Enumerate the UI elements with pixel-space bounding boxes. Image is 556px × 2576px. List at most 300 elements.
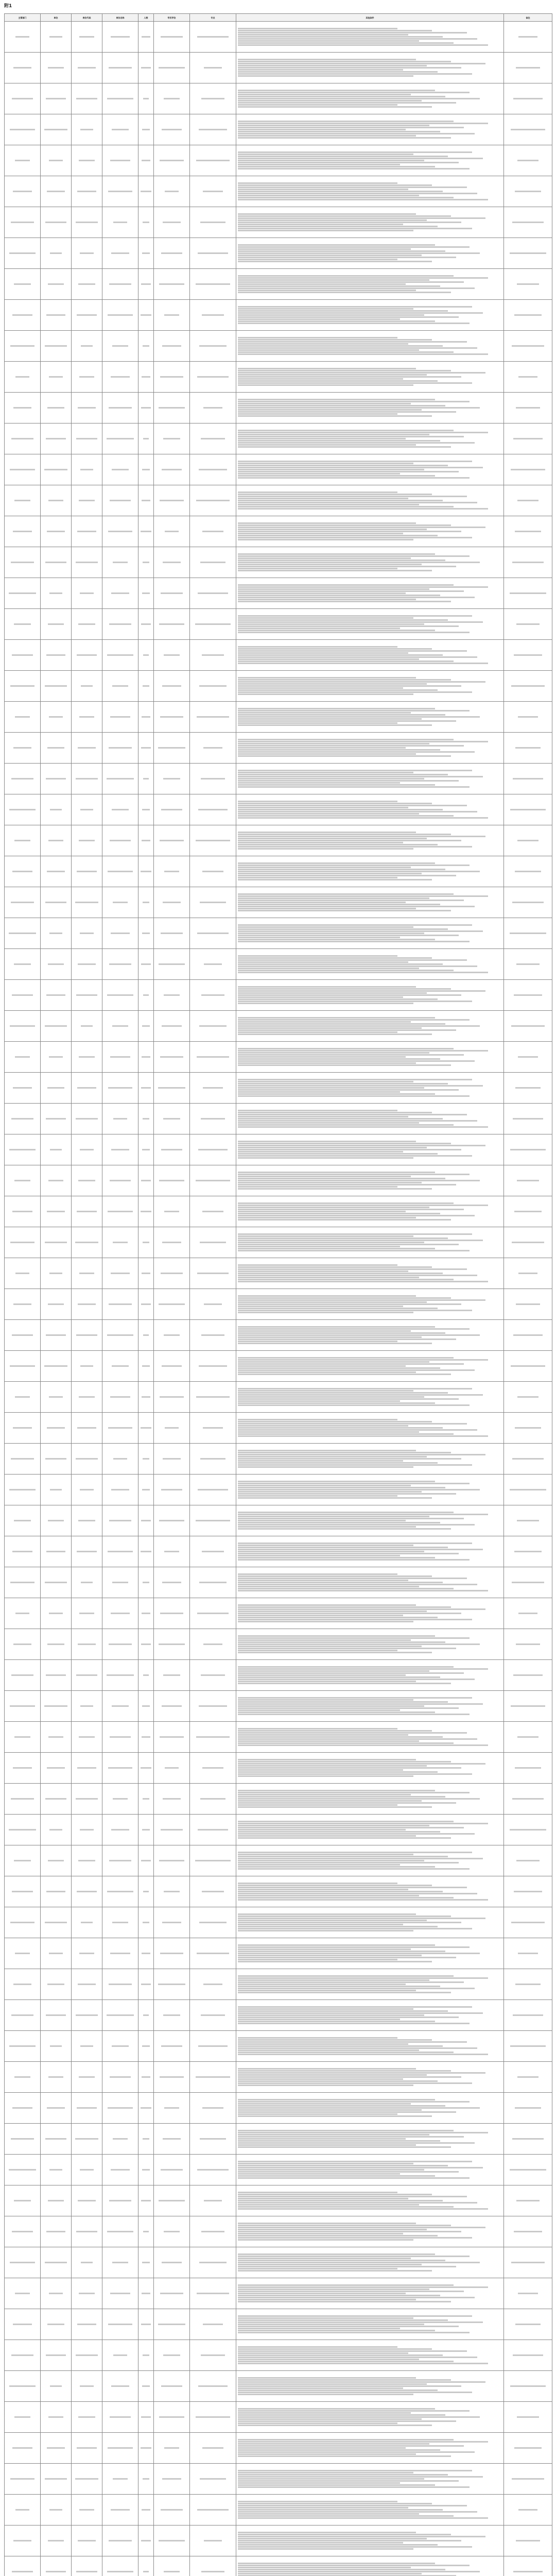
illegible-text-line	[142, 2045, 150, 2047]
table-cell	[41, 1444, 72, 1475]
table-cell	[154, 1969, 190, 2000]
illegible-text-line	[517, 1396, 538, 1398]
illegible-text-line	[238, 2043, 408, 2045]
illegible-text-line	[46, 778, 66, 779]
illegible-text-line	[142, 1613, 150, 1614]
table-row	[5, 1845, 552, 1876]
illegible-text-line	[49, 592, 62, 594]
table-cell	[236, 2062, 504, 2093]
illegible-text-line	[238, 2239, 413, 2241]
illegible-text-line	[238, 2229, 427, 2230]
illegible-text-line	[78, 407, 96, 409]
table-cell	[102, 1691, 138, 1722]
illegible-text-line	[238, 137, 451, 139]
illegible-text-line	[238, 1112, 432, 1113]
table-cell	[72, 331, 102, 362]
illegible-text-line	[238, 1738, 477, 1740]
illegible-text-line	[238, 908, 416, 909]
illegible-text-line	[238, 628, 400, 629]
illegible-text-line	[238, 1398, 459, 1400]
illegible-text-line	[238, 2109, 422, 2111]
table-cell	[138, 454, 154, 485]
illegible-text-line	[80, 933, 94, 934]
illegible-text-line	[238, 869, 445, 870]
illegible-text-line	[48, 963, 64, 965]
illegible-text-line	[238, 2225, 451, 2226]
illegible-text-line	[165, 1427, 179, 1429]
illegible-text-line	[78, 283, 95, 285]
illegible-text-line	[238, 2200, 443, 2201]
table-cell	[41, 1845, 72, 1876]
table-cell	[504, 2464, 552, 2495]
illegible-text-line	[238, 2099, 435, 2100]
table-cell	[138, 1505, 154, 1536]
illegible-text-line	[47, 747, 64, 749]
table-cell	[41, 1104, 72, 1134]
table-cell	[154, 2000, 190, 2031]
illegible-text-line	[513, 1118, 543, 1120]
illegible-text-line	[238, 1648, 456, 1649]
illegible-text-line	[13, 1643, 31, 1645]
illegible-text-line	[238, 743, 429, 744]
illegible-text-line	[238, 2006, 472, 2008]
table-cell	[190, 1444, 236, 1475]
table-cell	[154, 887, 190, 918]
illegible-text-line	[238, 2286, 488, 2288]
illegible-text-line	[238, 1481, 435, 1482]
illegible-text-line	[76, 2571, 97, 2572]
illegible-text-line	[238, 1641, 445, 1643]
table-row	[5, 300, 552, 331]
table-cell	[138, 1444, 154, 1475]
illegible-text-line	[238, 2233, 403, 2234]
illegible-text-line	[107, 1891, 133, 1892]
illegible-text-line	[238, 32, 467, 33]
illegible-text-line	[238, 1992, 451, 1993]
illegible-text-line	[238, 1951, 445, 1952]
illegible-text-line	[141, 1643, 151, 1645]
illegible-text-line	[107, 778, 134, 779]
illegible-text-line	[50, 2045, 62, 2047]
illegible-text-line	[238, 69, 403, 71]
illegible-text-line	[238, 992, 427, 994]
table-cell	[102, 1660, 138, 1691]
table-cell	[102, 454, 138, 485]
table-cell	[236, 2155, 504, 2185]
illegible-text-line	[143, 2138, 149, 2140]
illegible-text-line	[518, 36, 537, 38]
illegible-text-line	[76, 1118, 98, 1120]
illegible-text-line	[238, 1174, 470, 1175]
illegible-text-line	[143, 222, 149, 223]
illegible-text-line	[238, 399, 435, 400]
table-row	[5, 2000, 552, 2031]
illegible-text-line	[49, 2169, 62, 2171]
illegible-text-line	[203, 747, 222, 749]
table-cell	[72, 1629, 102, 1660]
table-cell	[504, 1042, 552, 1073]
illegible-text-line	[201, 98, 224, 99]
table-cell	[154, 1629, 190, 1660]
illegible-text-line	[238, 1930, 413, 1931]
illegible-text-line	[238, 939, 435, 940]
illegible-text-line	[238, 380, 438, 382]
illegible-text-line	[204, 963, 222, 965]
table-cell	[72, 2093, 102, 2124]
illegible-text-line	[238, 1697, 472, 1699]
illegible-text-line	[46, 1551, 65, 1552]
table-cell	[154, 1907, 190, 1938]
illegible-text-line	[110, 1056, 130, 1058]
table-cell	[41, 764, 72, 794]
illegible-text-line	[238, 1545, 413, 1546]
illegible-text-line	[513, 1674, 543, 1676]
illegible-text-line	[238, 1464, 472, 1466]
table-cell	[504, 794, 552, 825]
illegible-text-line	[517, 2076, 539, 2078]
illegible-text-line	[238, 1056, 406, 1058]
table-cell	[138, 980, 154, 1011]
illegible-text-line	[238, 2130, 454, 2131]
illegible-text-line	[238, 1031, 397, 1033]
illegible-text-line	[49, 933, 62, 934]
illegible-text-line	[238, 1852, 472, 1853]
table-row	[5, 2062, 552, 2093]
table-cell	[41, 2278, 72, 2309]
illegible-text-line	[11, 222, 33, 223]
table-cell	[190, 2185, 236, 2216]
illegible-text-line	[141, 747, 151, 749]
illegible-text-line	[158, 1087, 185, 1089]
illegible-text-line	[111, 1613, 130, 1614]
table-cell	[72, 1691, 102, 1722]
illegible-text-line	[14, 1520, 30, 1521]
table-row	[5, 1351, 552, 1382]
table-cell	[41, 1691, 72, 1722]
illegible-text-line	[238, 75, 413, 77]
table-cell	[102, 856, 138, 887]
table-cell	[236, 578, 504, 609]
illegible-text-line	[238, 384, 413, 386]
illegible-text-line	[196, 1520, 231, 1521]
illegible-text-line	[238, 1363, 464, 1365]
illegible-text-line	[238, 413, 397, 415]
table-cell	[504, 2556, 552, 2576]
illegible-text-line	[516, 67, 540, 69]
illegible-text-line	[159, 1860, 185, 1861]
table-cell	[190, 609, 236, 640]
illegible-text-line	[238, 1646, 422, 1647]
illegible-text-line	[238, 73, 472, 75]
table-cell	[236, 1660, 504, 1691]
illegible-text-line	[238, 162, 459, 163]
illegible-text-line	[111, 2385, 129, 2387]
illegible-text-line	[142, 36, 150, 38]
illegible-text-line	[238, 318, 400, 320]
illegible-text-line	[238, 1918, 485, 1919]
illegible-text-line	[108, 314, 133, 316]
table-cell	[5, 1165, 41, 1196]
illegible-text-line	[49, 36, 63, 38]
table-cell	[5, 1815, 41, 1845]
illegible-text-line	[12, 2571, 33, 2572]
illegible-text-line	[238, 1740, 419, 1742]
table-row	[5, 671, 552, 702]
illegible-text-line	[13, 2324, 31, 2325]
illegible-text-line	[238, 1703, 483, 1705]
illegible-text-line	[238, 1089, 459, 1091]
illegible-text-line	[110, 1180, 131, 1181]
table-cell	[154, 671, 190, 702]
illegible-text-line	[238, 1087, 424, 1089]
illegible-text-line	[143, 1891, 149, 1892]
table-cell	[102, 1444, 138, 1475]
illegible-text-line	[238, 924, 472, 926]
table-cell	[154, 980, 190, 1011]
table-cell	[504, 1907, 552, 1938]
table-cell	[236, 22, 504, 53]
illegible-text-line	[80, 592, 94, 594]
illegible-text-line	[238, 658, 419, 660]
table-cell	[5, 145, 41, 176]
illegible-text-line	[510, 252, 546, 254]
table-cell	[5, 1722, 41, 1753]
table-cell	[5, 980, 41, 1011]
illegible-text-line	[161, 933, 183, 934]
table-cell	[41, 1629, 72, 1660]
table-cell	[138, 856, 154, 887]
table-cell	[190, 2000, 236, 2031]
illegible-text-line	[238, 1219, 451, 1221]
table-cell	[72, 2185, 102, 2216]
table-cell	[102, 980, 138, 1011]
table-row	[5, 856, 552, 887]
illegible-text-line	[238, 910, 451, 911]
illegible-text-line	[238, 965, 477, 967]
illegible-text-line	[238, 656, 477, 658]
illegible-text-line	[163, 562, 181, 563]
illegible-text-line	[12, 1551, 33, 1552]
illegible-text-line	[511, 1025, 545, 1027]
illegible-text-line	[161, 2509, 183, 2511]
table-cell	[190, 578, 236, 609]
table-cell	[138, 1598, 154, 1629]
illegible-text-line	[238, 1371, 416, 1373]
table-cell	[236, 1598, 504, 1629]
table-cell	[72, 547, 102, 578]
illegible-text-line	[238, 224, 403, 225]
illegible-text-line	[238, 2105, 445, 2107]
illegible-text-line	[238, 714, 445, 716]
illegible-text-line	[238, 1825, 429, 1826]
table-row	[5, 1784, 552, 1815]
illegible-text-line	[238, 347, 477, 349]
illegible-text-line	[142, 1396, 150, 1398]
illegible-text-line	[44, 129, 67, 130]
illegible-text-line	[200, 222, 225, 223]
table-cell	[102, 1042, 138, 1073]
illegible-text-line	[238, 601, 451, 602]
illegible-text-line	[515, 1087, 541, 1089]
column-header: 岗位代码	[72, 14, 102, 22]
table-cell	[41, 1475, 72, 1505]
illegible-text-line	[238, 2538, 427, 2539]
illegible-text-line	[203, 1643, 222, 1645]
illegible-text-line	[79, 1056, 94, 1058]
illegible-text-line	[111, 1489, 129, 1490]
table-cell	[72, 825, 102, 856]
illegible-text-line	[238, 2301, 451, 2302]
table-cell	[5, 207, 41, 238]
table-cell	[236, 1505, 504, 1536]
illegible-text-line	[238, 770, 472, 771]
table-cell	[41, 2216, 72, 2247]
table-cell	[138, 609, 154, 640]
illegible-text-line	[238, 1421, 432, 1422]
table-cell	[72, 980, 102, 1011]
illegible-text-line	[159, 623, 185, 625]
table-cell	[138, 1320, 154, 1351]
illegible-text-line	[238, 2389, 438, 2391]
table-row	[5, 1722, 552, 1753]
table-cell	[190, 1104, 236, 1134]
table-cell	[504, 53, 552, 83]
table-cell	[190, 2155, 236, 2185]
illegible-text-line	[238, 1792, 470, 1793]
illegible-text-line	[510, 592, 546, 594]
table-cell	[72, 1938, 102, 1969]
illegible-text-line	[238, 2165, 448, 2166]
illegible-text-line	[238, 1487, 445, 1488]
illegible-text-line	[514, 1551, 542, 1552]
illegible-text-line	[112, 1922, 128, 1923]
illegible-text-line	[238, 741, 488, 742]
illegible-text-line	[238, 193, 477, 194]
table-cell	[154, 2309, 190, 2340]
illegible-text-line	[46, 438, 66, 439]
illegible-text-line	[238, 933, 424, 934]
table-cell	[190, 1907, 236, 1938]
table-row	[5, 2124, 552, 2155]
table-cell	[5, 578, 41, 609]
illegible-text-line	[112, 1025, 128, 1027]
illegible-text-line	[238, 1122, 419, 1124]
table-cell	[504, 733, 552, 764]
illegible-text-line	[162, 129, 182, 130]
illegible-text-line	[238, 1804, 397, 1806]
table-cell	[5, 1227, 41, 1258]
illegible-text-line	[107, 2014, 134, 2016]
illegible-text-line	[238, 1549, 483, 1550]
illegible-text-line	[238, 560, 445, 561]
table-cell	[41, 83, 72, 114]
table-cell	[41, 22, 72, 53]
illegible-text-line	[238, 1889, 408, 1890]
illegible-text-line	[162, 345, 181, 347]
table-cell	[41, 423, 72, 454]
illegible-text-line	[48, 1860, 64, 1861]
table-cell	[72, 1845, 102, 1876]
illegible-text-line	[164, 1334, 180, 1336]
table-row	[5, 269, 552, 300]
table-cell	[236, 1351, 504, 1382]
table-cell	[236, 393, 504, 423]
table-row	[5, 1320, 552, 1351]
table-cell	[102, 2216, 138, 2247]
illegible-text-line	[238, 524, 451, 526]
table-cell	[504, 1722, 552, 1753]
table-cell	[72, 1444, 102, 1475]
illegible-text-line	[238, 2084, 413, 2086]
illegible-text-line	[238, 1359, 488, 1361]
illegible-text-line	[238, 1153, 438, 1155]
table-cell	[102, 145, 138, 176]
table-cell	[190, 918, 236, 949]
illegible-text-line	[238, 401, 470, 402]
illegible-text-line	[238, 502, 477, 503]
table-cell	[102, 640, 138, 671]
illegible-text-line	[162, 1365, 182, 1367]
illegible-text-line	[238, 1652, 432, 1653]
illegible-text-line	[238, 2408, 435, 2410]
illegible-text-line	[78, 623, 96, 625]
table-cell	[236, 1876, 504, 1907]
illegible-text-line	[518, 1056, 538, 1058]
table-cell	[138, 2031, 154, 2062]
illegible-text-line	[79, 160, 95, 161]
table-cell	[72, 2495, 102, 2526]
table-cell	[72, 671, 102, 702]
table-cell	[154, 1258, 190, 1289]
illegible-text-line	[164, 98, 180, 99]
illegible-text-line	[76, 222, 98, 223]
illegible-text-line	[79, 1273, 94, 1274]
illegible-text-line	[238, 1856, 448, 1857]
illegible-text-line	[238, 1924, 403, 1925]
illegible-text-line	[515, 191, 541, 192]
illegible-text-line	[238, 508, 488, 510]
illegible-text-line	[238, 1485, 411, 1486]
illegible-text-line	[162, 1025, 181, 1027]
illegible-text-line	[238, 1095, 470, 1097]
illegible-text-line	[515, 871, 542, 872]
illegible-text-line	[238, 1202, 454, 1204]
illegible-text-line	[48, 1520, 63, 1521]
table-cell	[102, 2556, 138, 2576]
table-cell	[72, 764, 102, 794]
table-cell	[504, 1073, 552, 1104]
table-row	[5, 609, 552, 640]
table-cell	[236, 2402, 504, 2433]
table-cell	[154, 1320, 190, 1351]
illegible-text-line	[13, 1427, 32, 1429]
illegible-text-line	[78, 1643, 96, 1645]
illegible-text-line	[110, 1736, 130, 1738]
table-cell	[236, 300, 504, 331]
table-row	[5, 2278, 552, 2309]
illegible-text-line	[159, 1643, 185, 1645]
illegible-text-line	[238, 2532, 416, 2533]
illegible-text-line	[141, 191, 151, 192]
table-cell	[138, 702, 154, 733]
table-cell	[41, 1289, 72, 1320]
table-cell	[72, 2247, 102, 2278]
illegible-text-line	[110, 2293, 130, 2294]
table-cell	[154, 1444, 190, 1475]
illegible-text-line	[238, 2317, 413, 2319]
illegible-text-line	[238, 1093, 435, 1095]
illegible-text-line	[107, 654, 133, 656]
